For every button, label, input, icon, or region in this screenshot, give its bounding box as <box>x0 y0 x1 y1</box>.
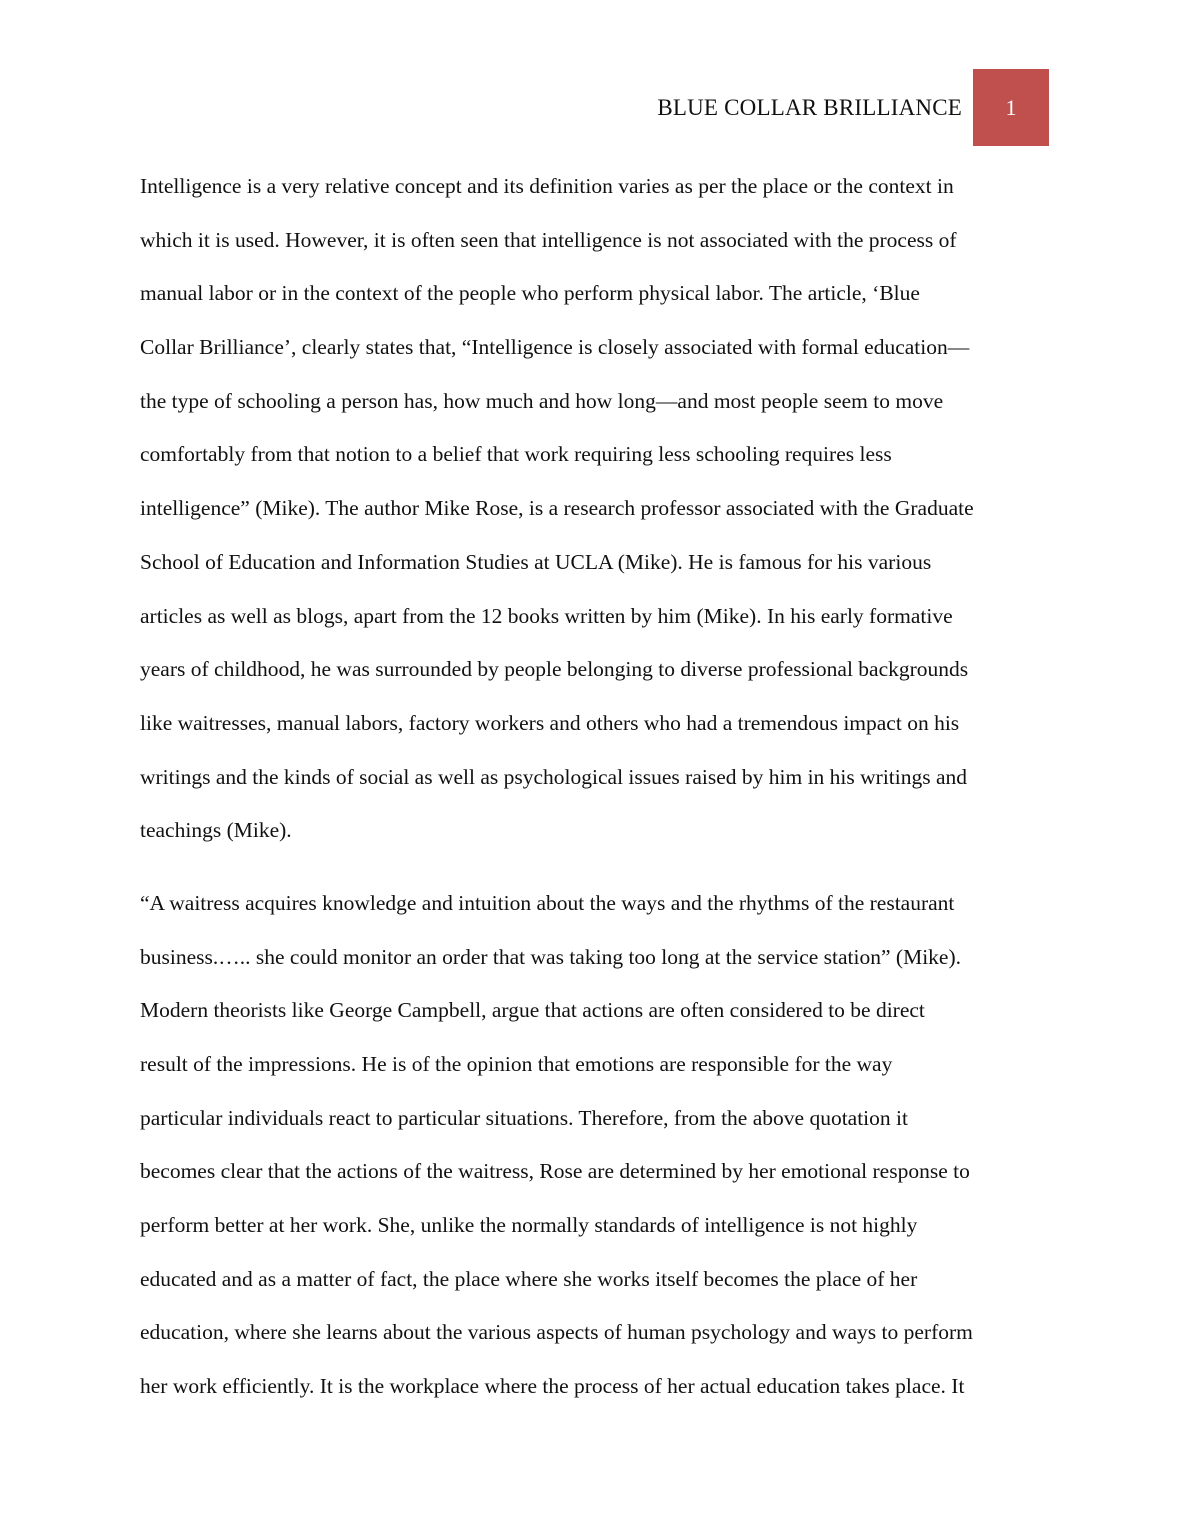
text-line: her work efficiently. It is the workplace where the process of her actual education takes place. It <box>140 1374 965 1399</box>
page-header <box>657 69 1049 146</box>
text-line: perform better at her work. She, unlike the normally standards of intelligence is not highly <box>140 1213 918 1238</box>
paragraph-1 <box>140 160 1050 858</box>
text-line: education, where she learns about the various aspects of human psychology and ways to perform <box>140 1320 973 1345</box>
text-line: Collar Brilliance’, clearly states that, “Intelligence is closely associated with formal education— <box>140 335 970 360</box>
text-line: years of childhood, he was surrounded by people belonging to diverse professional backgrounds <box>140 657 969 682</box>
text-line: becomes clear that the actions of the waitress, Rose are determined by her emotional response to <box>140 1159 970 1184</box>
text-line: teachings (Mike). <box>140 818 292 843</box>
text-line: comfortably from that notion to a belief that work requiring less schooling requires less <box>140 442 892 467</box>
text-line: result of the impressions. He is of the opinion that emotions are responsible for the way <box>140 1052 893 1076</box>
page-number: 1 <box>1005 94 1017 120</box>
text-line: intelligence” (Mike). The author Mike Rose, is a research professor associated with the Graduate <box>140 496 974 521</box>
document-body <box>140 160 1050 1414</box>
paragraph-gap <box>140 858 1050 877</box>
running-head: BLUE COLLAR BRILLIANCE <box>657 94 962 120</box>
page-number-badge <box>973 69 1049 146</box>
text-line: School of Education and Information Studies at UCLA (Mike). He is famous for his various <box>140 549 932 574</box>
text-line: educated and as a matter of fact, the place where she works itself becomes the place of her <box>140 1266 918 1291</box>
text-line: writings and the kinds of social as well as psychological issues raised by him in his writings and <box>140 764 968 789</box>
text-line: particular individuals react to particular situations. Therefore, from the above quotation it <box>140 1105 908 1130</box>
text-line: Intelligence is a very relative concept and its definition varies as per the place or the context in <box>140 174 954 198</box>
text-line: business.….. she could monitor an order that was taking too long at the service station” (Mike). <box>140 944 961 969</box>
text-line: “A waitress acquires knowledge and intuition about the ways and the rhythms of the restaurant <box>140 890 955 915</box>
text-line: which it is used. However, it is often seen that intelligence is not associated with the process of <box>140 227 957 252</box>
text-line: manual labor or in the context of the people who perform physical labor. The article, ‘Blue <box>140 281 920 306</box>
text-line: articles as well as blogs, apart from the 12 books written by him (Mike). In his early formative <box>140 603 953 628</box>
text-line: Modern theorists like George Campbell, argue that actions are often considered to be direct <box>140 998 925 1023</box>
text-line: the type of schooling a person has, how much and how long—and most people seem to move <box>140 388 944 413</box>
text-line: like waitresses, manual labors, factory workers and others who had a tremendous impact on his <box>140 710 960 735</box>
paragraph-2 <box>140 877 1050 1414</box>
